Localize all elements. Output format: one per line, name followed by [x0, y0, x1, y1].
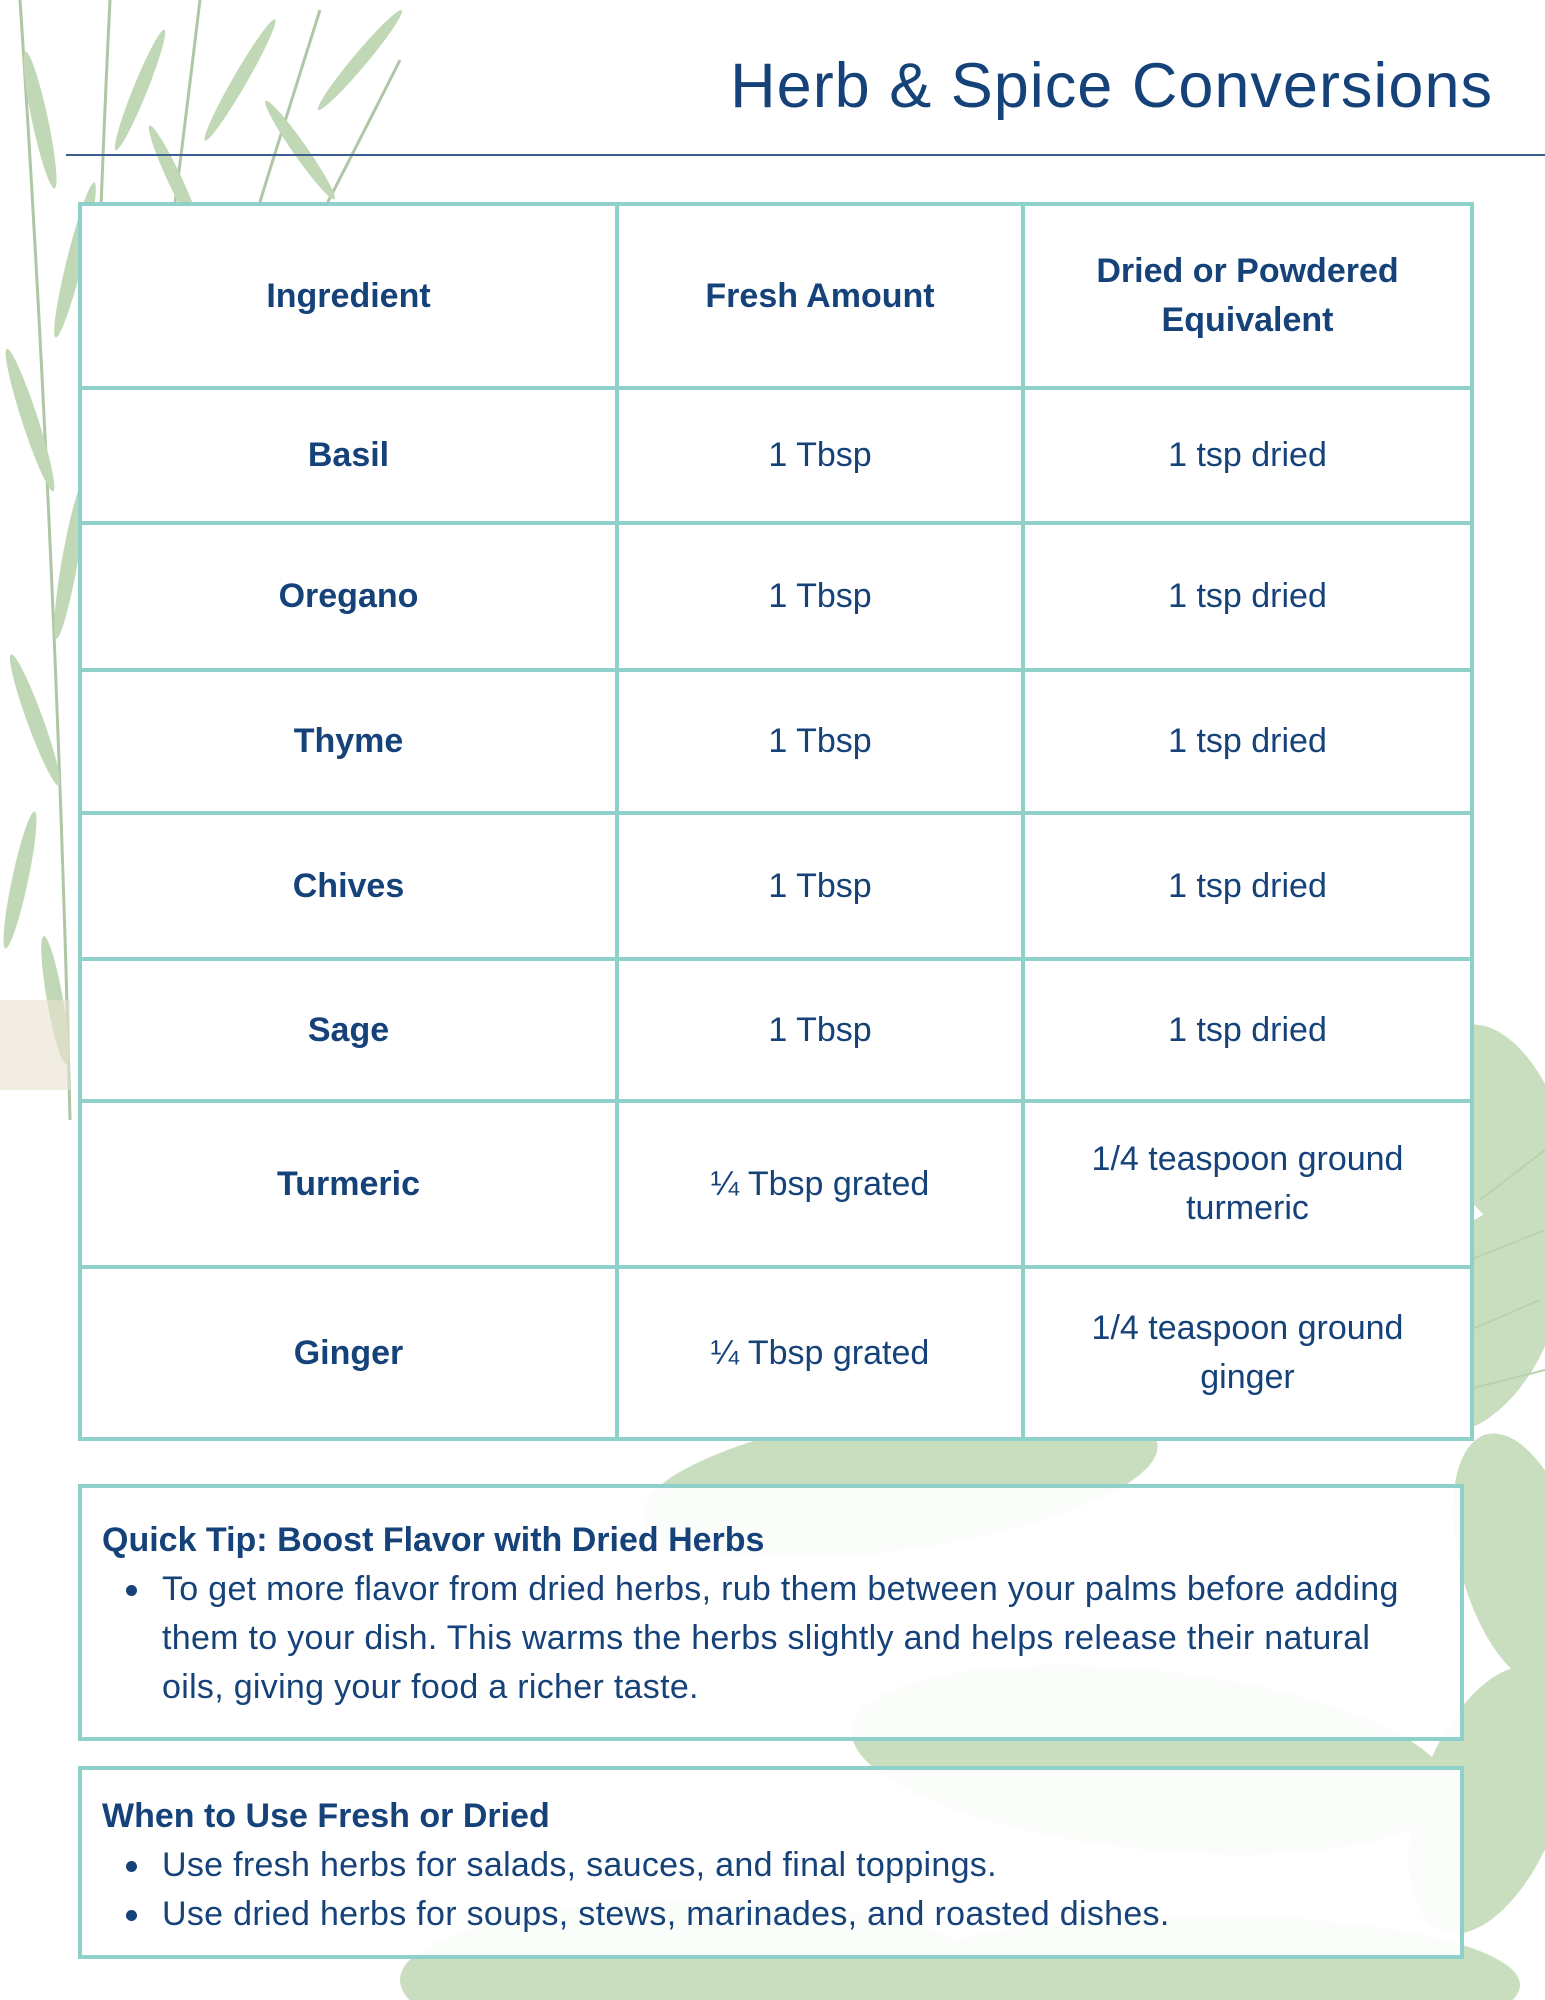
cell-dried-equivalent: 1/4 teaspoon ground turmeric: [1023, 1101, 1472, 1267]
cell-fresh-amount: 1 Tbsp: [617, 670, 1023, 813]
cell-ingredient: Chives: [80, 813, 617, 959]
cell-ingredient: Ginger: [80, 1267, 617, 1439]
header-dried-equivalent: Dried or Powdered Equivalent: [1023, 204, 1472, 388]
list-item: [142, 1841, 1440, 1890]
cell-dried-equivalent: 1 tsp dried: [1023, 523, 1472, 670]
header-fresh-amount: Fresh Amount: [617, 204, 1023, 388]
cell-dried-equivalent: 1 tsp dried: [1023, 388, 1472, 523]
cell-fresh-amount: 1 Tbsp: [617, 959, 1023, 1101]
cell-ingredient: Turmeric: [80, 1101, 617, 1267]
table-row: [80, 1101, 1472, 1267]
list-item-text: To get more flavor from dried herbs, rub them between your palms before adding them to your dish. This warms the herbs slightly and helps release their natural oils, giving your food a richer taste.: [162, 1570, 1399, 1706]
list-item-text: Use fresh herbs for salads, sauces, and final toppings.: [162, 1846, 997, 1884]
fresh-or-dried-box: [78, 1766, 1464, 1959]
title-divider: [66, 154, 1545, 156]
cell-ingredient: Thyme: [80, 670, 617, 813]
bullet-icon: [126, 1585, 137, 1596]
cell-dried-equivalent: 1 tsp dried: [1023, 959, 1472, 1101]
cell-dried-equivalent: 1/4 teaspoon ground ginger: [1023, 1267, 1472, 1439]
quick-tip-box: [78, 1484, 1464, 1741]
header-ingredient: Ingredient: [80, 204, 617, 388]
conversion-table: [78, 202, 1474, 1441]
cell-fresh-amount: 1 Tbsp: [617, 388, 1023, 523]
cell-dried-equivalent: 1 tsp dried: [1023, 670, 1472, 813]
cell-dried-equivalent: 1 tsp dried: [1023, 813, 1472, 959]
bullet-icon: [126, 1861, 137, 1872]
fresh-or-dried-heading: When to Use Fresh or Dried: [102, 1797, 550, 1835]
table-header-row: [80, 204, 1472, 388]
quick-tip-list: [102, 1565, 1440, 1712]
page-title: Herb & Spice Conversions: [730, 51, 1493, 121]
table-row: [80, 388, 1472, 523]
cell-fresh-amount: ¼ Tbsp grated: [617, 1267, 1023, 1439]
table-row: [80, 1267, 1472, 1439]
table-row: [80, 813, 1472, 959]
bullet-icon: [126, 1910, 137, 1921]
quick-tip-heading: Quick Tip: Boost Flavor with Dried Herbs: [102, 1521, 765, 1559]
list-item: [142, 1565, 1440, 1712]
cell-ingredient: Oregano: [80, 523, 617, 670]
table-row: [80, 959, 1472, 1101]
list-item-text: Use dried herbs for soups, stews, marinades, and roasted dishes.: [162, 1895, 1170, 1933]
table-row: [80, 523, 1472, 670]
cell-fresh-amount: 1 Tbsp: [617, 813, 1023, 959]
cell-ingredient: Sage: [80, 959, 617, 1101]
cell-fresh-amount: 1 Tbsp: [617, 523, 1023, 670]
cell-ingredient: Basil: [80, 388, 617, 523]
table-row: [80, 670, 1472, 813]
cell-fresh-amount: ¼ Tbsp grated: [617, 1101, 1023, 1267]
fresh-or-dried-list: [102, 1841, 1440, 1939]
list-item: [142, 1890, 1440, 1939]
